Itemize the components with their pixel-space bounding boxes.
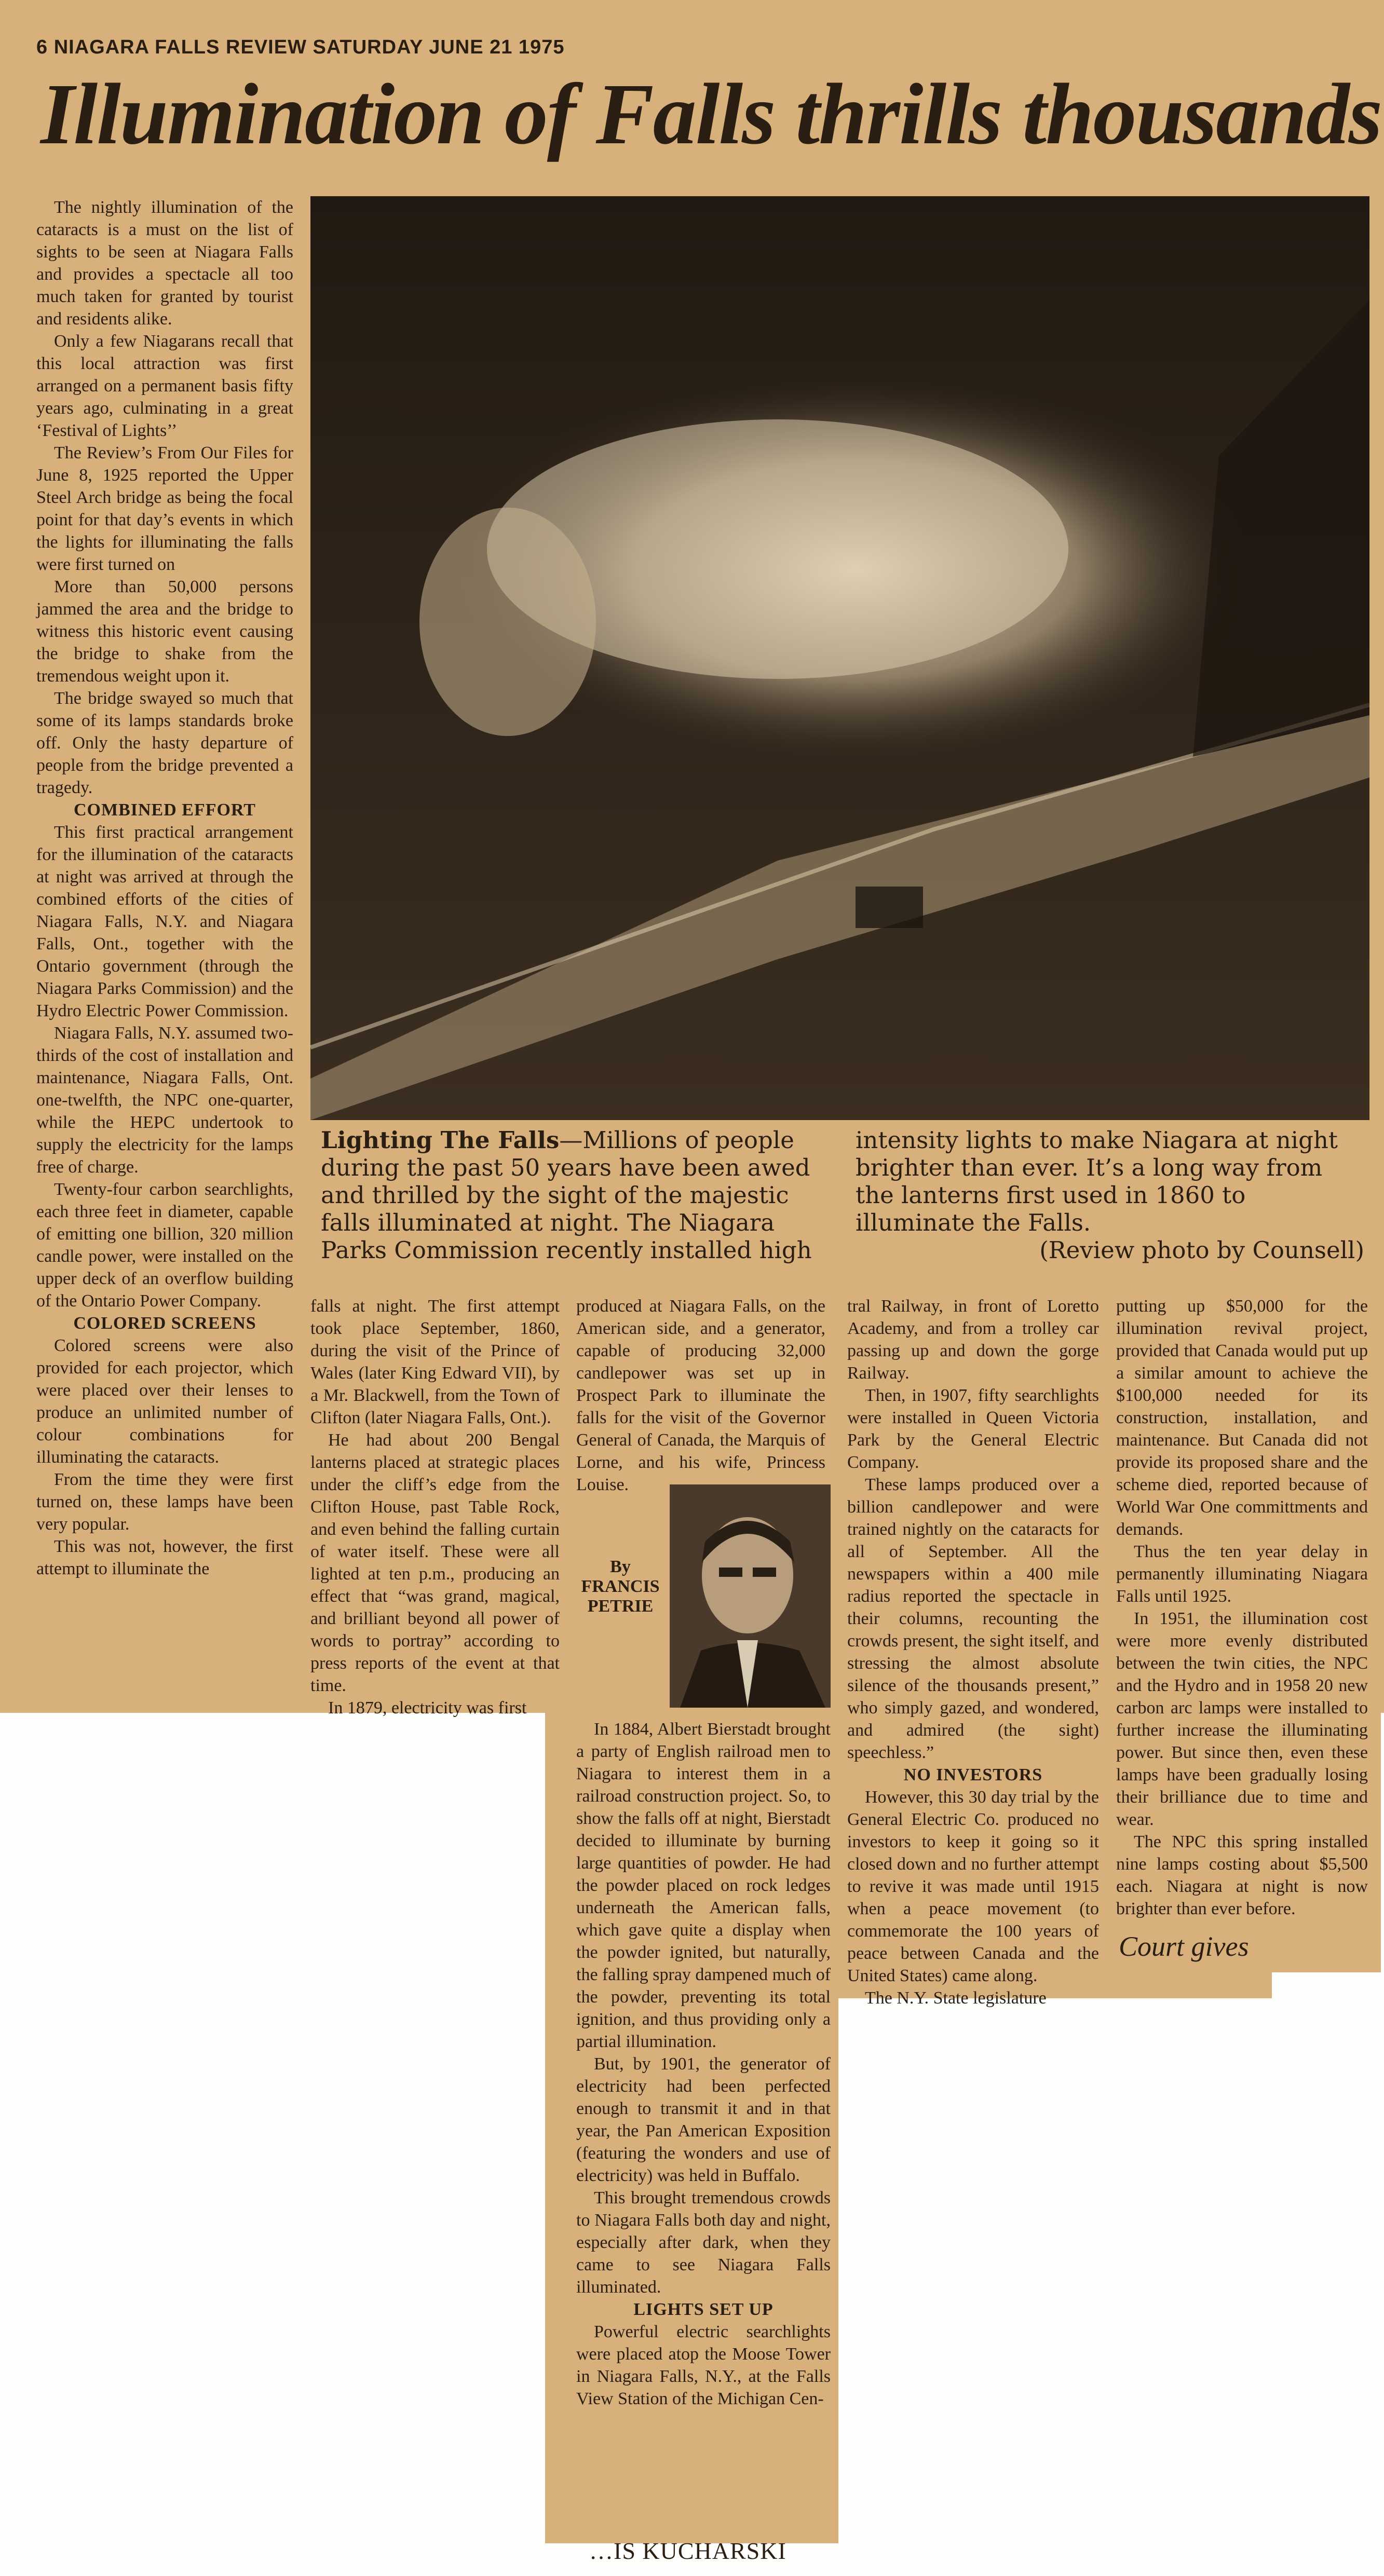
- caption-column-2: [856, 1126, 1364, 1264]
- paragraph: falls at night. The first attempt took place September, 1860, during the visit of the Prince of Wales (later King Edward VII), by a Mr. Blackwell, from the Town of Clifton (later Niagara Falls, Ont.).: [310, 1297, 560, 1427]
- byline-author: FRANCIS PETRIE: [581, 1577, 660, 1616]
- article-column-3-top: [576, 1295, 825, 1494]
- article-column-4: [847, 1295, 1099, 2008]
- byline: [576, 1557, 664, 1616]
- paragraph: The Review’s From Our Files for June 8, 1925 reported the Upper Steel Arch bridge as being the focal point for that day’s events in which the lights for illuminating the falls were first turned on: [36, 443, 293, 574]
- caption-column-1: [321, 1126, 832, 1264]
- paragraph: This first practical arrangement for the illumination of the cataracts at night was arrived at through the combined efforts of the cities of Niagara Falls, N.Y. and Niagara Falls, Ont., together with the Ontario government (through the Niagara Parks Commission) and the Hydro Electric Power Commission.: [36, 823, 293, 1020]
- paragraph: The nightly illumination of the cataracts is a must on the list of sights to be seen at Niagara Falls and provides a spectacle all too much taken for granted by tourist and residents alike.: [36, 198, 293, 329]
- article-column-2: [310, 1295, 560, 1718]
- paragraph: putting up $50,000 for the illumination revival project, provided that Canada would put up a similar amount to achieve the $100,000 needed for its construction, installation, and maintenance. But Canada did not provide its proposed share and the scheme died, reported because of World War One committments and demands.: [1116, 1297, 1368, 1539]
- paragraph: This was not, however, the first attempt to illuminate the: [36, 1537, 293, 1578]
- paragraph: More than 50,000 persons jammed the area and the bridge to witness this historic event causing the bridge to shake from the tremendous weight upon it.: [36, 577, 293, 686]
- caption-text-2: intensity lights to make Niagara at night brighter than ever. It’s a long way from the lanterns first used in 1860 to illuminate the Falls.: [856, 1126, 1338, 1236]
- torn-area-right: [841, 2003, 1384, 2576]
- paragraph: produced at Niagara Falls, on the American side, and a generator, capable of producing 32,000 candlepower was set up in Prospect Park to illuminate the falls for the visit of the Governor General of Canada, the Marquis of Lorne, and his wife, Princess Louise.: [576, 1297, 825, 1494]
- paragraph: Powerful electric searchlights were placed atop the Moose Tower in Niagara Falls, N.Y., at the Falls View Station of the Michigan Cen-: [576, 2322, 831, 2408]
- paragraph: In 1879, electricity was first: [328, 1698, 527, 1718]
- subhead-lights-set-up: LIGHTS SET UP: [633, 2300, 774, 2319]
- paragraph: Thus the ten year delay in permanently illuminating Niagara Falls until 1925.: [1116, 1542, 1368, 1606]
- paragraph: The bridge swayed so much that some of its lamps standards broke off. Only the hasty departure of people from the bridge prevented a tragedy.: [36, 689, 293, 797]
- paragraph: He had about 200 Bengal lanterns placed at strategic places under the cliff’s edge from the Clifton House, past Table Rock, and even behind the falling curtain of water itself. These were all lighted at ten p.m., producing an effect that “was grand, magical, and brilliant beyond all power of words to portray” according to press reports of the event at that time.: [310, 1430, 560, 1695]
- subhead-colored-screens: COLORED SCREENS: [73, 1314, 256, 1333]
- col1-group-b: [36, 821, 293, 1312]
- article-column-5: [1116, 1295, 1368, 1928]
- paragraph: Twenty-four carbon searchlights, each three feet in diameter, capable of emitting one billion, 320 million candle power, were installed on the upper deck of an overflow building of the Ontario Power Company.: [36, 1180, 293, 1311]
- headline: Illumination of Falls thrills thousands: [40, 66, 1382, 162]
- paragraph: Then, in 1907, fifty searchlights were installed in Queen Victoria Park by the General Electric Company.: [847, 1386, 1099, 1472]
- byline-by: By: [610, 1557, 631, 1576]
- paragraph: However, this 30 day trial by the General Electric Co. produced no investors to keep it going so it closed down and no further attempt to revive it was made until 1915 when a peace movement (to commemorate the 100 years of peace between Canada and the United States) came along.: [847, 1788, 1099, 1985]
- falls-illumination-image: [310, 196, 1369, 1120]
- paragraph: The N.Y. State legislature: [865, 1988, 1047, 2008]
- next-article-headline-fragment: Court gives: [1119, 1931, 1249, 1962]
- falls-photo: [310, 196, 1369, 1120]
- paragraph: tral Railway, in front of Loretto Academy, and from a trolley car passing up and down the gorge Railway.: [847, 1297, 1099, 1383]
- paragraph: Colored screens were also provided for each projector, which were placed over their lenses to produce an unlimited number of colour combinations for illuminating the cataracts.: [36, 1336, 293, 1467]
- col1-group-c: [36, 1334, 293, 1580]
- masthead: 6 NIAGARA FALLS REVIEW SATURDAY JUNE 21 1975: [36, 36, 565, 58]
- author-portrait: [670, 1484, 831, 1708]
- torn-area-right-top: [1272, 1972, 1384, 2003]
- paragraph: In 1951, the illumination cost were more evenly distributed between the twin cities, the NPC and the Hydro and in 1958 20 new carbon arc lamps were installed to further increase the illuminating power. But since then, even these lamps have been gradually losing their brilliance due to time and wear.: [1116, 1609, 1368, 1829]
- col1-group-a: [36, 196, 293, 799]
- paragraph: These lamps produced over a billion candlepower and were trained nightly on the cataracts for all of September. All the newspapers within a 400 mile radius reported the spectacle in their columns, recounting the crowds present, the sight itself, and stressing the almost absolute silence of the thousands present,” who simply gazed, and wondered, and admired (the sight) speechless.”: [847, 1475, 1099, 1762]
- paragraph: But, by 1901, the generator of electricity had been perfected enough to transmit it and in that year, the Pan American Exposition (featuring the wonders and use of electricity) was held in Buffalo.: [576, 2054, 831, 2185]
- paragraph: Niagara Falls, N.Y. assumed two-thirds of the cost of installation and maintenance, Niagara Falls, Ont. one-twelfth, the NPC one-quarter, while the HEPC undertook to supply the electricity for the lamps free of charge.: [36, 1024, 293, 1177]
- photo-credit: (Review photo by Counsell): [1039, 1236, 1364, 1264]
- portrait-image: [670, 1484, 831, 1708]
- torn-area-left: [0, 1713, 545, 2576]
- article-column-1: [36, 196, 293, 1712]
- paragraph: This brought tremendous crowds to Niagara Falls both day and night, especially after dark, when they came to see Niagara Falls illuminated.: [576, 2188, 831, 2297]
- caption-text-1: —Millions of people during the past 50 years have been awed and thrilled by the sight of the majestic falls illuminated at night. The Niagara Parks Commission recently installed high: [321, 1126, 812, 1264]
- paragraph: From the time they were first turned on, these lamps have been very popular.: [36, 1470, 293, 1534]
- subhead-combined-effort: COMBINED EFFORT: [74, 800, 256, 820]
- subhead-no-investors: NO INVESTORS: [903, 1765, 1043, 1784]
- caption-lead: Lighting The Falls: [321, 1126, 560, 1154]
- paragraph: Only a few Niagarans recall that this local attraction was first arranged on a permanent basis fifty years ago, culminating in a great ‘Festival of Lights’’: [36, 332, 293, 440]
- paragraph: The NPC this spring installed nine lamps costing about $5,500 each. Niagara at night is now brighter than ever before.: [1116, 1832, 1368, 1918]
- footer-byline-fragment: …IS KUCHARSKI: [589, 2538, 786, 2564]
- article-column-3-bottom: [576, 1718, 831, 2538]
- photo-caption: [321, 1126, 1364, 1292]
- paragraph: In 1884, Albert Bierstadt brought a party of English railroad men to Niagara to interest them in a railroad construction project. So, to show the falls off at night, Bierstadt decided to illuminate by burning large quantities of powder. He had the powder placed on rock ledges underneath the American falls, which gave quite a display when the powder ignited, but naturally, the falling spray dampened much of the powder, preventing its total ignition, and thus providing only a partial illumination.: [576, 1720, 831, 2051]
- byline-block: [576, 1484, 836, 1713]
